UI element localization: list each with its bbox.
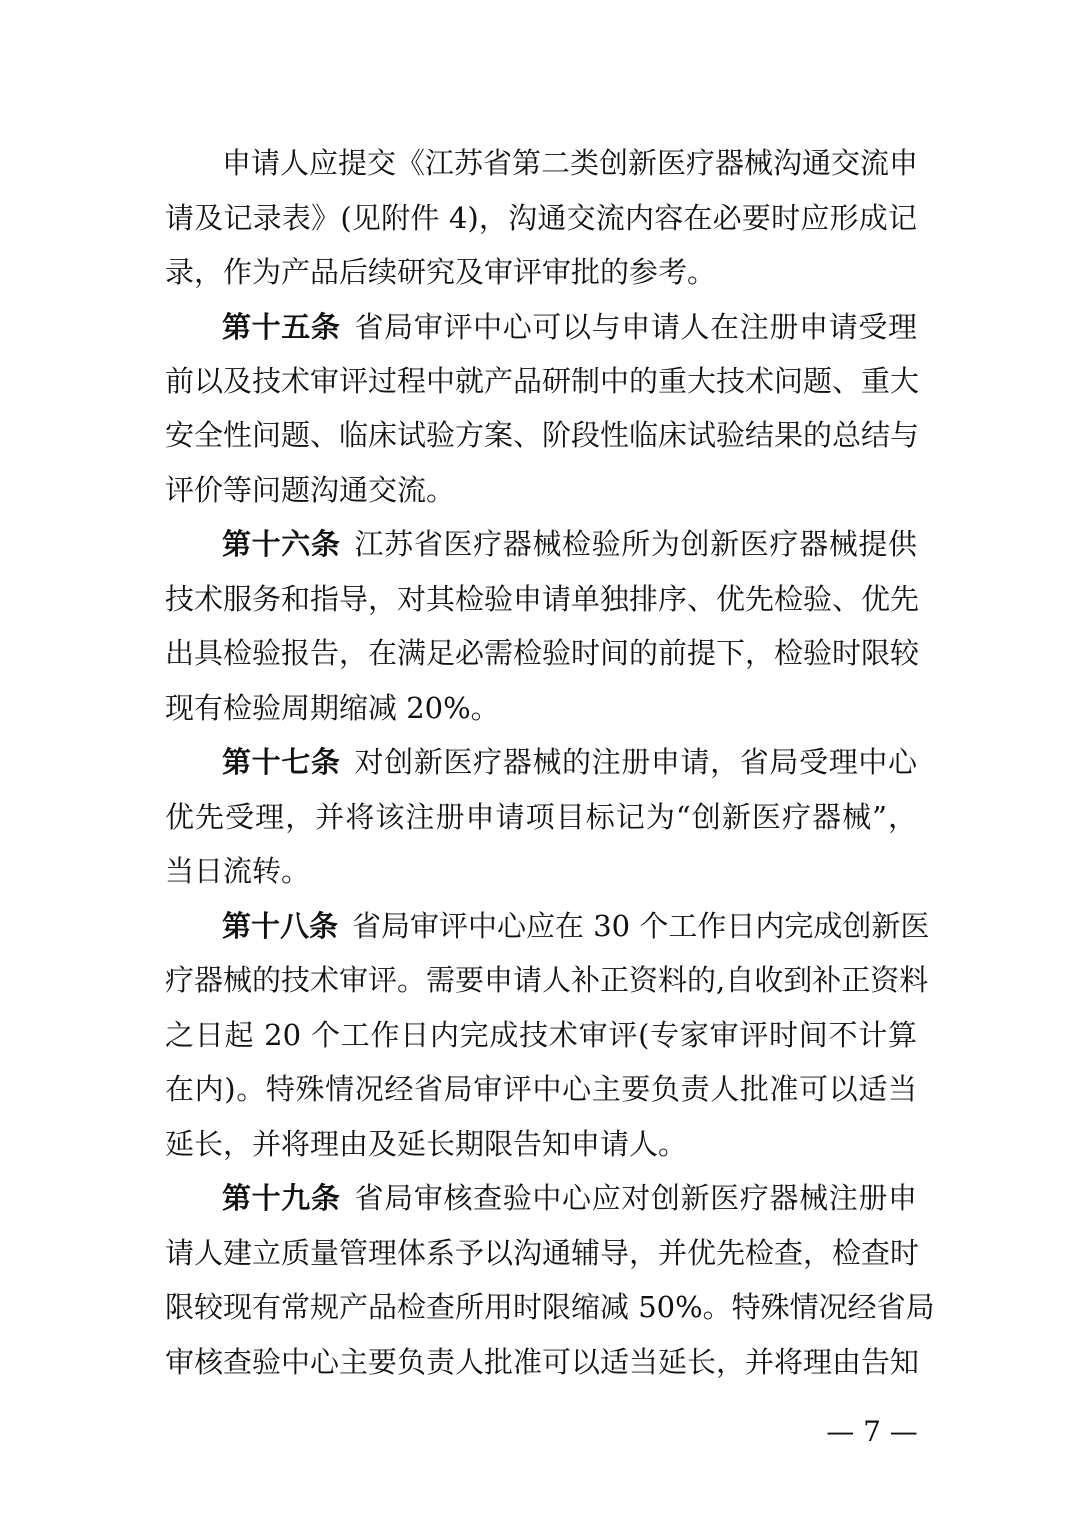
text-line: 当日流转。 xyxy=(165,854,311,888)
text-span: 省局审评中心可以与申请人在注册申请受理 xyxy=(354,310,917,344)
text-line: 审核查验中心主要负责人批准可以适当延长，并将理由告知 xyxy=(165,1345,920,1379)
text-line: 疗器械的技术审评。需要申请人补正资料的,自收到补正资料 xyxy=(165,963,929,997)
text-line: 优先受理，并将该注册申请项目标记为“创新医疗器械”， xyxy=(165,800,917,834)
article-first-line xyxy=(222,305,917,349)
text-span: 江苏省医疗器械检验所为创新医疗器械提供 xyxy=(354,527,917,561)
text-line: 延长，并将理由及延长期限告知申请人。 xyxy=(165,1127,688,1161)
text-line: 录，作为产品后续研究及审评审批的参考。 xyxy=(165,255,717,289)
article-number: 第十六条 xyxy=(222,527,341,561)
text-line: 评价等问题沟通交流。 xyxy=(165,473,456,507)
article-first-line xyxy=(222,522,917,566)
article-number: 第十八条 xyxy=(222,909,339,943)
text-span: 省局审核查验中心应对创新医疗器械注册申 xyxy=(354,1181,917,1215)
text-span: 对创新医疗器械的注册申请，省局受理中心 xyxy=(354,745,917,779)
text-line: 前以及技术审评过程中就产品研制中的重大技术问题、重大 xyxy=(165,364,920,398)
article-first-line xyxy=(222,1176,917,1220)
article-number: 第十七条 xyxy=(222,745,341,779)
text-line: 请及记录表》(见附件 4)，沟通交流内容在必要时应形成记 xyxy=(165,201,917,235)
page-number: — 7 — xyxy=(826,1415,918,1448)
article-first-line xyxy=(222,740,917,784)
text-line: 技术服务和指导，对其检验申请单独排序、优先检验、优先 xyxy=(165,582,920,616)
text-line: 之日起 20 个工作日内完成技术审评(专家审评时间不计算 xyxy=(165,1018,917,1052)
text-line: 申请人应提交《江苏省第二类创新医疗器械沟通交流申 xyxy=(222,146,919,180)
text-line: 现有检验周期缩减 20%。 xyxy=(165,691,500,725)
text-span: 省局审评中心应在 30 个工作日内完成创新医 xyxy=(352,909,930,943)
text-line: 安全性问题、临床试验方案、阶段性临床试验结果的总结与 xyxy=(165,418,920,452)
text-line: 在内)。特殊情况经省局审评中心主要负责人批准可以适当 xyxy=(165,1072,917,1106)
article-number: 第十九条 xyxy=(222,1181,341,1215)
text-line: 限较现有常规产品检查所用时限缩减 50%。特殊情况经省局 xyxy=(165,1290,935,1324)
article-number: 第十五条 xyxy=(222,310,341,344)
text-line: 请人建立质量管理体系予以沟通辅导，并优先检查，检查时 xyxy=(165,1236,920,1270)
text-line: 出具检验报告，在满足必需检验时间的前提下，检验时限较 xyxy=(165,636,920,670)
article-first-line xyxy=(222,904,930,948)
